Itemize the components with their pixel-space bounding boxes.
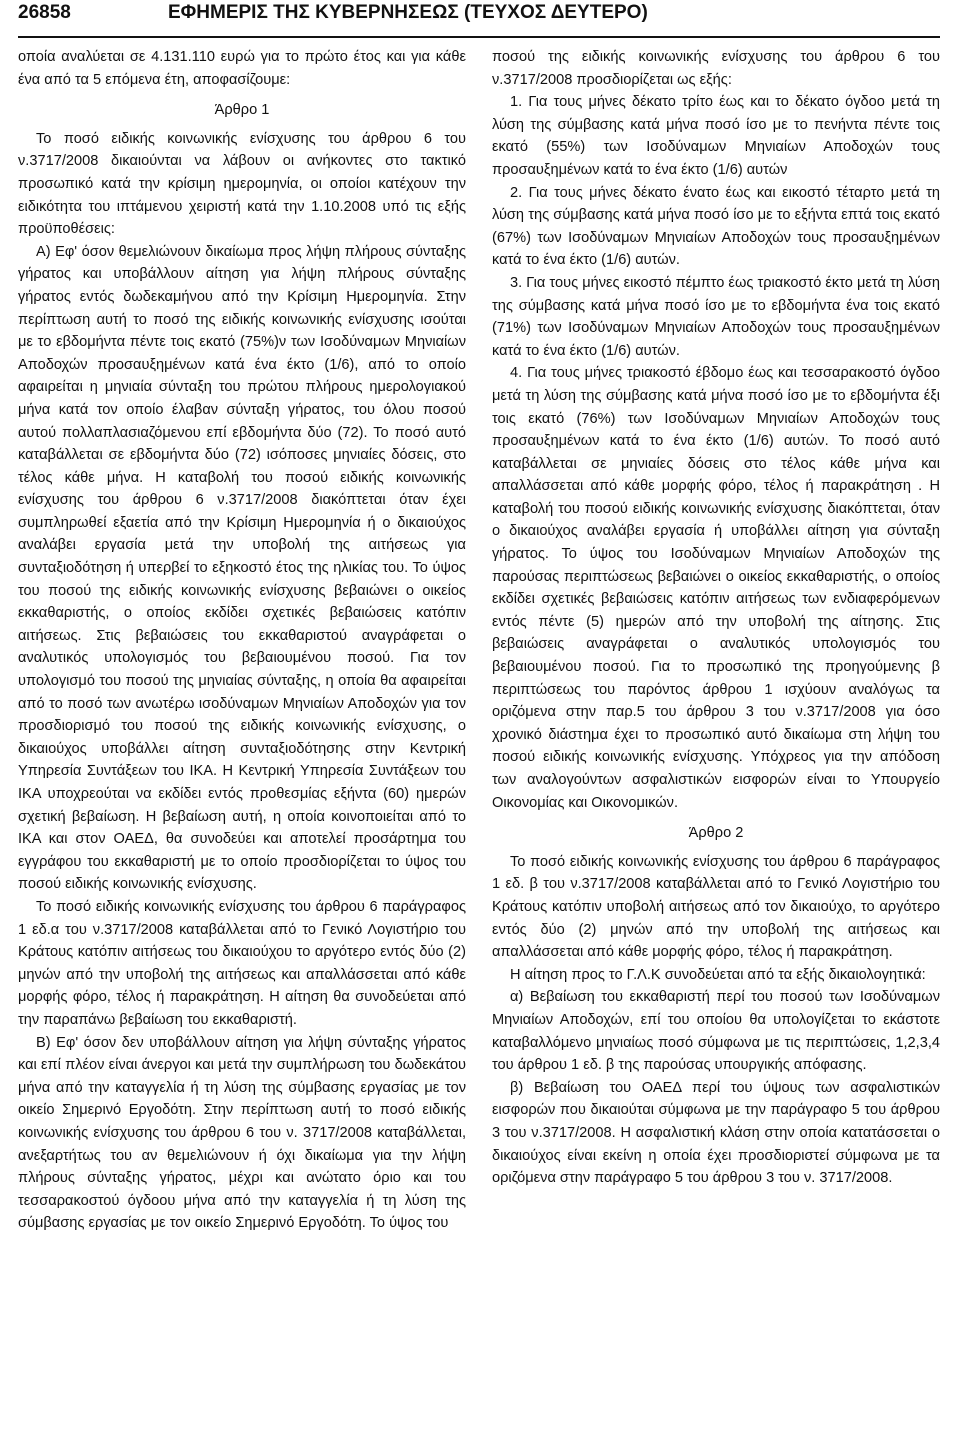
- paragraph: ποσού της ειδικής κοινωνικής ενίσχυσης του άρθρου 6 του ν.3717/2008 προσδιορίζεται ως εξής:: [492, 49, 940, 88]
- article-heading: Άρθρο 1: [214, 102, 270, 119]
- gazette-title: ΕΦΗΜΕΡΙΣ ΤΗΣ ΚΥΒΕΡΝΗΣΕΩΣ (ΤΕΥΧΟΣ ΔΕΥΤΕΡΟ): [168, 2, 648, 23]
- list-item: 3. Για τους μήνες εικοστό πέμπτο έως τριακοστό έκτο μετά τη λύση της σύμβασης κατά μήνα ποσό ίσο με το εβδομήντα ένα τοις εκατό (71%) των Ισοδύναμων Μηνιαίων Αποδοχών τους προσαυξημένων κατά το ένα έκτο (1/6) αυτών.: [492, 274, 940, 359]
- page-number: 26858: [18, 2, 71, 23]
- paragraph: Το ποσό ειδικής κοινωνικής ενίσχυσης του άρθρου 6 παράγραφος 1 εδ. β του ν.3717/2008 καταβάλλεται από το Γενικό Λογιστήριο του Κράτους κατόπιν υποβολή αιτήσεως από τον δικαιούχο, το αργότερο εντός δύο (2) μηνών από την υποβολή της αιτήσεως και απαλλάσσεται από κάθε μορφής φόρο, τέλος ή παρακράτηση.: [492, 853, 940, 961]
- paragraph: Το ποσό ειδικής κοινωνικής ενίσχυσης του άρθρου 6 του ν.3717/2008 δικαιούνται να λάβουν οι ανήκοντες στο τακτικό προσωπικό κατά την κρίσιμη ημερομηνία, οι οποίοι κατέχουν την ειδικότητα του ιπτάμενου χειριστή κατά την 1.10.2008 υπό τις εξής προϋποθέσεις:: [18, 130, 466, 238]
- list-item: 2. Για τους μήνες δέκατο ένατο έως και εικοστό τέταρτο μετά τη λύση της σύμβασης κατά μήνα ποσό ίσο με το εξήντα επτά τοις εκατό (67%) των Ισοδύναμων Μηνιαίων Αποδοχών τους προσαυξημένων κατά το ένα έκτο (1/6) αυτών.: [492, 184, 940, 269]
- text-columns: [18, 46, 940, 1235]
- paragraph: οποία αναλύεται σε 4.131.110 ευρώ για το πρώτο έτος και για κάθε ένα από τα 5 επόμενα έτη, αποφασίζουμε:: [18, 49, 466, 88]
- paragraph: Το ποσό ειδικής κοινωνικής ενίσχυσης του άρθρου 6 παράγραφος 1 εδ.α του ν.3717/2008 καταβάλλεται από το Γενικό Λογιστήριο του Κράτους κατόπιν αιτήσεως του δικαιούχου το αργότερο εντός δύο (2) μηνών από την υποβολή της αιτήσεως και απαλλάσσεται από κάθε μορφής φόρο, τέλος ή παρακράτηση. Η αίτηση θα συνοδεύεται από την παραπάνω βεβαίωση του εκκαθαριστή.: [18, 898, 466, 1028]
- list-item: 4. Για τους μήνες τριακοστό έβδομο έως και τεσσαρακοστό όγδοο μετά τη λύση της σύμβασης κατά μήνα ποσό ίσο με το εβδομήντα έξι τοις εκατό (76%) των Ισοδύναμων Μηνιαίων Αποδοχών τους προσαυξημένων κατά το ένα έκτο (1/6) αυτών. Το ποσό αυτό καταβάλλεται σε μηνιαίες δόσεις στο τέλος κάθε μήνα και απαλλάσσεται από κάθε μορφής φόρο, τέλος ή παρακράτηση . Η καταβολή του ποσού ειδικής κοινωνικής ενίσχυσης διακόπτεται, όταν ο δικαιούχος αναλάβει εργασία ή υποβάλλει αίτηση για σύνταξη γήρατος. Το ύψος του Ισοδύναμων Μηνιαίων Αποδοχών της παρούσας περιπτώσεως βεβαιώνει ο οικείος εκκαθαριστής, ο οποίος εκδίδει σχετικές βεβαιώσεις κατόπιν αιτήσεως των ενδιαφερόμενων εντός πέντε (5) ημερών από την υποβολή της αίτησης. Στις βεβαιώσεις αναγράφεται ο αναλυτικός υπολογισμός του βεβαιουμένου ποσού. Για το προσωπικό της προηγούμενης β περιπτώσεως του παρόντος άρθρου 1 ισχύουν αναλόγως τα οριζόμενα στην παρ.5 του άρθρου 3 του ν.3717/2008 για όσο χρονικό διάστημα έχει το προσωπικό αυτό δικαίωμα στη λήψη του ποσού ειδικής κοινωνικής ενίσχυσης. Υπόχρεος για την απόδοση των αναλογούντων ασφαλιστικών εισφορών είναι το Υπουργείο Οικονομίας και Οικονομικών.: [492, 365, 940, 811]
- left-column: [18, 46, 466, 1235]
- paragraph: β) Βεβαίωση του ΟΑΕΔ περί του ύψους των ασφαλιστικών εισφορών που δικαιούται σύμφωνα με την παράγραφο 5 του άρθρου 3 του ν.3717/2008. Η ασφαλιστική κλάση στην οποία κατατάσσεται ο δικαιούχος είναι εκείνη η οποία έχει προσδιοριστεί σύμφωνα με τα οριζόμενα στην παράγραφο 5 του άρθρου 3 του ν. 3717/2008.: [492, 1079, 940, 1187]
- page-header: [18, 0, 940, 38]
- paragraph: Α) Εφ' όσον θεμελιώνουν δικαίωμα προς λήψη πλήρους σύνταξης γήρατος και υποβάλλουν αίτηση για λήψη πλήρους σύνταξης γήρατος εντός δωδεκαμήνου από την Κρίσιμη Ημερομηνία. Στην περίπτωση αυτή το ποσό της ειδικής κοινωνικής ενίσχυσης ισούται με το εβδομήντα πέντε τοις εκατό (75%)ν των Ισοδύναμων Μηνιαίων Αποδοχών προσαυξημένων κατά ένα έκτο (1/6), από το οποίο αφαιρείται η μηνιαία σύνταξη του πρώτου πλήρους ημερολογιακού μήνα κατά τον οποίο έλαβαν σύνταξη γήρατος, του όλου ποσού αυτού πολλαπλασιαζόμενου επί εβδομήντα δύο (72). Το ποσό αυτό καταβάλλεται σε εβδομήντα δύο (72) ισόποσες μηνιαίες δόσεις, στο τέλος κάθε μήνα. Η καταβολή του ποσού ειδικής κοινωνικής ενίσχυσης του άρθρου 6 ν.3717/2008 διακόπτεται όταν έχει συμπληρωθεί εξαετία από την Κρίσιμη Ημερομηνία ή ο δικαιούχος αναλάβει εργασία μετά την υποβολή της αιτήσεως για συνταξιοδότηση ή υπερβεί το εξηκοστό έτος της ηλικίας του. Το ύψος του ποσού της ειδικής κοινωνικής ενίσχυσης βεβαιώνει ο οικείος εκκαθαριστής, ο οποίος εκδίδει σχετικές βεβαιώσεις κατόπιν αιτήσεως. Στις βεβαιώσεις του εκκαθαριστού αναγράφεται ο αναλυτικός υπολογισμός του βεβαιουμένου ποσού. Για τον υπολογισμό του ποσού της μηνιαίας σύνταξης, η οποία θα αφαιρείται από το ποσό των ανωτέρω ισοδύναμων Μηνιαίων Αποδοχών για τον προσδιορισμό του ποσού της ειδικής κοινωνικής ενίσχυσης, ο δικαιούχος υποβάλλει αίτηση συνταξιοδότησης στην Κεντρική Υπηρεσία Συντάξεων του ΙΚΑ. Η Κεντρική Υπηρεσία Συντάξεων του ΙΚΑ υποχρεούται να εκδίδει εντός προθεσμίας εξήντα (60) ημερών σχετική βεβαίωση. Η βεβαίωση αυτή, η οποία κοινοποιείται από το ΙΚΑ και στον ΟΑΕΔ, θα συνοδεύει και αποτελεί προσάρτημα του εγγράφου του εκκαθαριστή με το οποίο προσδιορίζεται το ύψος του ποσού ειδικής κοινωνικής ενίσχυσης.: [18, 243, 466, 893]
- right-column: [492, 46, 940, 1235]
- paragraph: Η αίτηση προς το Γ.Λ.Κ συνοδεύεται από τα εξής δικαιολογητικά:: [510, 966, 926, 983]
- paragraph: Β) Εφ' όσον δεν υποβάλλουν αίτηση για λήψη σύνταξης γήρατος και επί πλέον είναι άνεργοι και μετά την συμπλήρωση του δωδεκάτου μήνα από την καταγγελία ή τη λύση της σύμβασης εργασίας με τον οικείο Σημερινό Εργοδότη. Στην περίπτωση αυτή το ποσό ειδικής κοινωνικής ενίσχυσης του άρθρου 6 του ν. 3717/2008 καταβάλλεται, ανεξαρτήτως του αν θεμελιώνουν ή όχι δικαίωμα για την λήψη πλήρους σύνταξης γήρατος, μέχρι και ανώτατο όριο και του τεσσαρακοστού όγδοου μήνα από την καταγγελία ή τη λύση της σύμβασης εργασίας με τον οικείο Σημερινό Εργοδότη. Το ύψος του: [18, 1034, 466, 1232]
- article-heading: Άρθρο 2: [688, 825, 744, 842]
- paragraph: α) Βεβαίωση του εκκαθαριστή περί του ποσού των Ισοδύναμων Μηνιαίων Αποδοχών, επί του οποίου θα υπολογίζεται το εκάστοτε καταβαλλόμενο μηνιαίως ποσό σύμφωνα με τις περιπτώσεις, 1,2,3,4 του άρθρου 1 εδ. β της παρούσας υπουργικής απόφασης.: [492, 989, 940, 1074]
- list-item: 1. Για τους μήνες δέκατο τρίτο έως και το δέκατο όγδοο μετά τη λύση της σύμβασης κατά μήνα ποσό ίσο με το πενήντα πέντε τοις εκατό (55%) των Ισοδύναμων Μηνιαίων Αποδοχών τους προσαυξημένων κατά το ένα έκτο (1/6) αυτών: [492, 94, 940, 178]
